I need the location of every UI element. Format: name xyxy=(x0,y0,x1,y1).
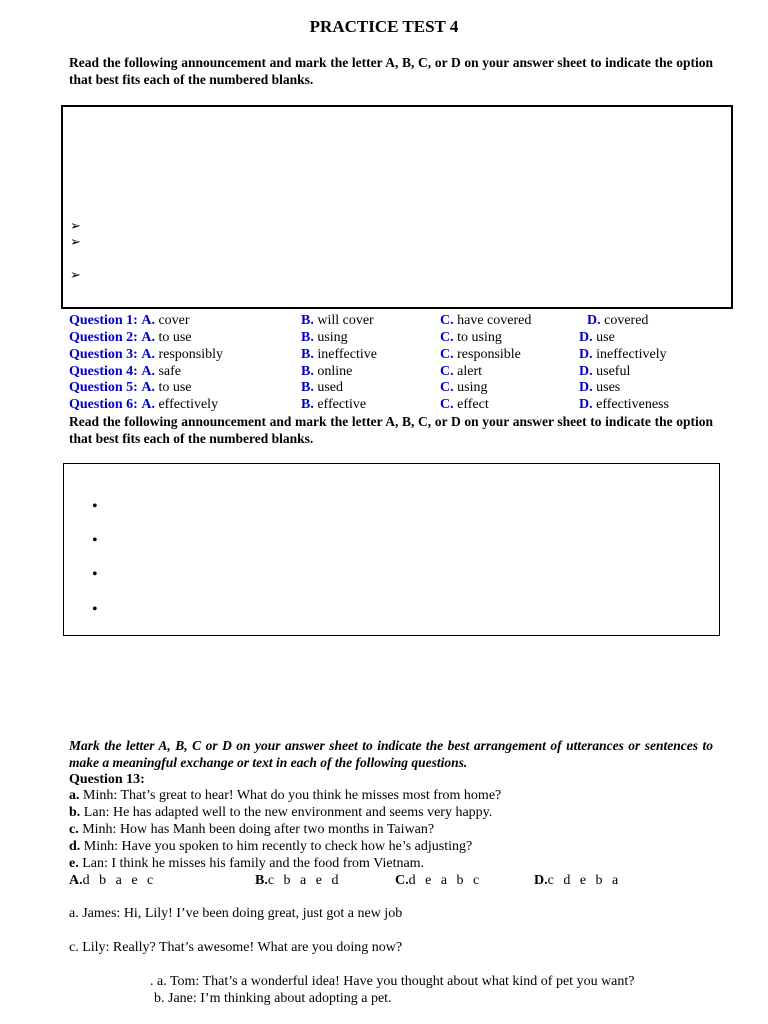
option-d[interactable]: covered xyxy=(604,313,649,328)
instruction-1: Read the following announcement and mark the letter A, B, C, or D on your answer sheet to indicate the option that best fits each of the numbered blanks. xyxy=(69,55,713,87)
option-b[interactable]: ineffective xyxy=(317,347,377,362)
dialogue-line: c. Lily: Really? That’s awesome! What are you doing now? xyxy=(69,940,403,955)
option-letter: C. xyxy=(440,364,454,379)
option-c[interactable]: have covered xyxy=(457,313,532,328)
bullet-icon: • xyxy=(92,498,98,515)
answer-option-c[interactable] xyxy=(395,872,479,889)
option-d[interactable]: ineffectively xyxy=(596,347,667,362)
option-letter: C. xyxy=(440,313,454,328)
arrow-bullet-icon: ➢ xyxy=(70,234,81,249)
utterance-line xyxy=(69,787,501,804)
answer-key: B. xyxy=(255,873,268,888)
option-c[interactable]: alert xyxy=(457,364,482,379)
option-b[interactable]: using xyxy=(317,330,348,345)
option-letter: B. xyxy=(301,330,314,345)
option-letter: B. xyxy=(301,347,314,362)
option-a[interactable]: to use xyxy=(158,380,192,395)
page-title: PRACTICE TEST 4 xyxy=(309,17,459,36)
instruction-2: Read the following announcement and mark the letter A, B, C, or D on your answer sheet to indicate the option that best fits each of the numbered blanks. xyxy=(69,414,713,446)
option-d[interactable]: uses xyxy=(596,380,621,395)
question-row xyxy=(69,363,768,380)
arrow-bullet-icon: ➢ xyxy=(70,267,81,282)
utterance-key: b. xyxy=(69,805,81,820)
dialogue-line: a. James: Hi, Lily! I’ve been doing great, just got a new job xyxy=(69,906,403,921)
answer-key: C. xyxy=(395,873,409,888)
option-letter: D. xyxy=(587,313,601,328)
dialogue-line: b. Jane: I’m thinking about adopting a pet. xyxy=(154,991,392,1006)
question-label: Question 4: xyxy=(69,364,138,379)
utterance-text: Lan: I think he misses his family and the food from Vietnam. xyxy=(78,856,425,871)
answer-key: A. xyxy=(69,873,83,888)
option-letter: D. xyxy=(579,397,593,412)
answer-option-b[interactable] xyxy=(255,872,339,889)
answer-seq: d e a b c xyxy=(408,873,480,888)
answer-key: D. xyxy=(534,873,548,888)
option-letter: A. xyxy=(141,364,155,379)
utterance-line xyxy=(69,855,424,872)
option-c[interactable]: responsible xyxy=(457,347,521,362)
option-a[interactable]: safe xyxy=(158,364,182,379)
option-letter: A. xyxy=(141,397,155,412)
answer-seq: c d e b a xyxy=(547,873,619,888)
answer-option-a[interactable] xyxy=(69,872,153,889)
option-letter: D. xyxy=(579,347,593,362)
answer-seq: d b a e c xyxy=(82,873,154,888)
option-letter: B. xyxy=(301,364,314,379)
utterance-text: Minh: How has Manh been doing after two months in Taiwan? xyxy=(78,822,435,837)
bullet-icon: • xyxy=(92,601,98,618)
passage-box-2 xyxy=(63,463,720,636)
utterance-text: Lan: He has adapted well to the new environment and seems very happy. xyxy=(80,805,493,820)
utterance-text: Minh: Have you spoken to him recently to check how he’s adjusting? xyxy=(80,839,473,854)
option-b[interactable]: used xyxy=(317,380,344,395)
utterance-line xyxy=(69,804,492,821)
question-label: Question 2: xyxy=(69,330,138,345)
option-letter: D. xyxy=(579,380,593,395)
question-13-label: Question 13: xyxy=(69,772,145,787)
option-letter: C. xyxy=(440,397,454,412)
arrow-bullet-icon: ➢ xyxy=(70,218,81,233)
utterance-key: c. xyxy=(69,822,79,837)
utterance-key: d. xyxy=(69,839,81,854)
option-letter: D. xyxy=(579,330,593,345)
instruction-3: Mark the letter A, B, C or D on your answer sheet to indicate the best arrangement of utterances or sentences to make a meaningful exchange or text in each of the following questions. xyxy=(69,738,713,770)
option-a[interactable]: cover xyxy=(158,313,190,328)
question-label: Question 3: xyxy=(69,347,138,362)
option-c[interactable]: effect xyxy=(457,397,489,412)
utterance-key: e. xyxy=(69,856,79,871)
option-letter: A. xyxy=(141,380,155,395)
question-label: Question 5: xyxy=(69,380,138,395)
question-row xyxy=(69,396,768,413)
option-d[interactable]: use xyxy=(596,330,615,345)
option-letter: C. xyxy=(440,330,454,345)
option-c[interactable]: to using xyxy=(457,330,502,345)
question-label: Question 6: xyxy=(69,397,138,412)
option-letter: B. xyxy=(301,397,314,412)
option-c[interactable]: using xyxy=(457,380,488,395)
option-letter: A. xyxy=(141,347,155,362)
question-row xyxy=(69,329,768,346)
option-d[interactable]: effectiveness xyxy=(596,397,669,412)
utterance-line xyxy=(69,821,434,838)
dialogue-line: . a. Tom: That’s a wonderful idea! Have you thought about what kind of pet you want? xyxy=(150,974,635,989)
answer-seq: c b a e d xyxy=(267,873,339,888)
option-letter: C. xyxy=(440,380,454,395)
option-b[interactable]: will cover xyxy=(317,313,374,328)
utterance-key: a. xyxy=(69,788,80,803)
utterance-line xyxy=(69,838,472,855)
option-letter: C. xyxy=(440,347,454,362)
bullet-icon: • xyxy=(92,532,98,549)
option-b[interactable]: online xyxy=(317,364,353,379)
answer-options-row xyxy=(69,872,709,889)
question-row xyxy=(69,312,768,329)
option-letter: A. xyxy=(141,330,155,345)
passage-box-1 xyxy=(61,105,733,309)
option-b[interactable]: effective xyxy=(317,397,367,412)
option-a[interactable]: responsibly xyxy=(158,347,224,362)
option-a[interactable]: to use xyxy=(158,330,192,345)
option-a[interactable]: effectively xyxy=(158,397,219,412)
answer-option-d[interactable] xyxy=(534,872,618,889)
bullet-icon: • xyxy=(92,566,98,583)
option-letter: B. xyxy=(301,380,314,395)
option-d[interactable]: useful xyxy=(596,364,631,379)
question-label: Question 1: xyxy=(69,313,138,328)
option-letter: B. xyxy=(301,313,314,328)
option-letter: D. xyxy=(579,364,593,379)
option-letter: A. xyxy=(141,313,155,328)
question-row xyxy=(69,346,768,363)
question-row xyxy=(69,379,768,396)
utterance-text: Minh: That’s great to hear! What do you think he misses most from home? xyxy=(79,788,502,803)
